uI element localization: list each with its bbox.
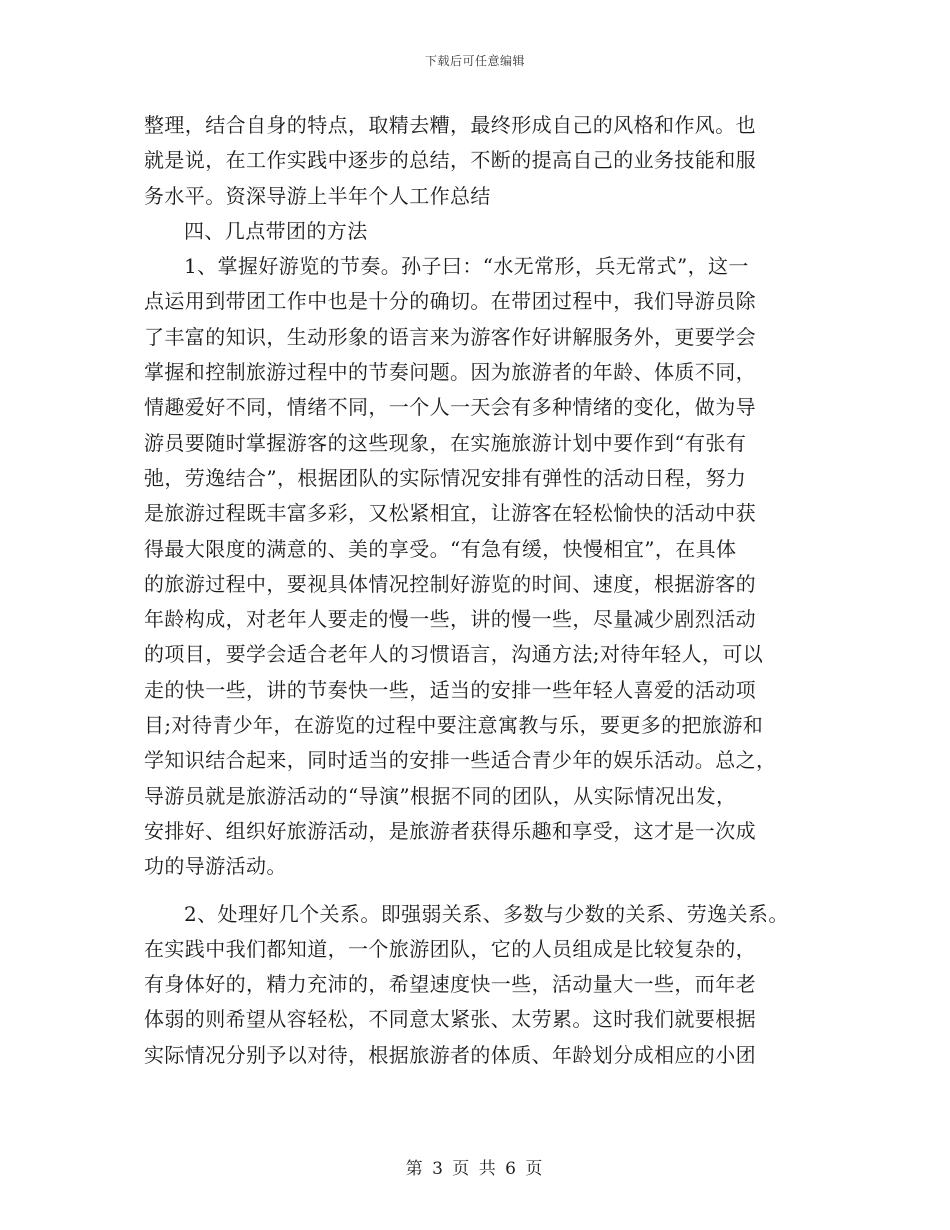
body-line: 体弱的则希望从容轻松，不同意太紧张、太劳累。这时我们就要根据: [144, 1007, 756, 1032]
body-line: 的旅游过程中，要视具体情况控制好游览的时间、速度，根据游客的: [144, 571, 756, 596]
body-line: 有身体好的，精力充沛的，希望速度快一些，活动量大一些，而年老: [144, 972, 756, 997]
body-line: 的项目，要学会适合老年人的习惯语言，沟通方法;对待年轻人，可以: [144, 642, 764, 667]
body-line: 学知识结合起来，同时适当的安排一些适合青少年的娱乐活动。总之，: [144, 748, 777, 773]
body-line: 在实践中我们都知道，一个旅游团队，它的人员组成是比较复杂的，: [144, 936, 756, 961]
body-line: 务水平。资深导游上半年个人工作总结: [144, 183, 491, 208]
body-line: 导游员就是旅游活动的“导演”根据不同的团队，从实际情况出发，: [144, 783, 737, 808]
body-line: 弛，劳逸结合”，根据团队的实际情况安排有弹性的活动日程，努力: [144, 465, 747, 490]
body-line: 安排好、组织好旅游活动，是旅游者获得乐趣和享受，这才是一次成: [144, 818, 756, 843]
header-note: 下载后可任意编辑: [424, 54, 525, 68]
body-line: 得最大限度的满意的、美的享受。“有急有缓，快慢相宜”，在具体: [144, 536, 737, 561]
document-body: [144, 108, 820, 1073]
body-line: 掌握和控制旅游过程中的节奏问题。因为旅游者的年龄、体质不同，: [144, 360, 756, 385]
body-line: 情趣爱好不同，情绪不同，一个人一天会有多种情绪的变化，做为导: [144, 395, 756, 420]
body-line: 点运用到带团工作中也是十分的确切。在带团过程中，我们导游员除: [144, 289, 756, 314]
section-heading: 四、几点带团的方法: [184, 218, 368, 243]
body-line: 走的快一些，讲的节奏快一些，适当的安排一些年轻人喜爱的活动项: [144, 677, 756, 702]
body-line: 1、掌握好游览的节奏。孙子曰：“水无常形，兵无常式”，这一: [184, 254, 749, 279]
body-line: 功的导游活动。: [144, 854, 287, 879]
body-line: 游员要随时掌握游客的这些现象，在实施旅游计划中要作到“有张有: [144, 430, 747, 455]
body-line: 是旅游过程既丰富多彩，又松紧相宜，让游客在轻松愉快的活动中获: [144, 501, 756, 526]
page-number: 第 3 页 共 6 页: [405, 1159, 545, 1179]
body-line: 整理，结合自身的特点，取精去糟，最终形成自己的风格和作风。也: [144, 113, 756, 137]
body-line: 了丰富的知识，生动形象的语言来为游客作好讲解服务外，更要学会: [144, 324, 756, 349]
body-line: 目;对待青少年，在游览的过程中要注意寓教与乐，要更多的把旅游和: [144, 713, 764, 738]
body-line: 实际情况分别予以对待，根据旅游者的体质、年龄划分成相应的小团: [144, 1042, 756, 1067]
body-line: 年龄构成，对老年人要走的慢一些，讲的慢一些，尽量减少剧烈活动: [144, 607, 756, 632]
body-line: 就是说，在工作实践中逐步的总结，不断的提高自己的业务技能和服: [144, 148, 756, 173]
body-line: 2、处理好几个关系。即强弱关系、多数与少数的关系、劳逸关系。: [184, 901, 789, 926]
